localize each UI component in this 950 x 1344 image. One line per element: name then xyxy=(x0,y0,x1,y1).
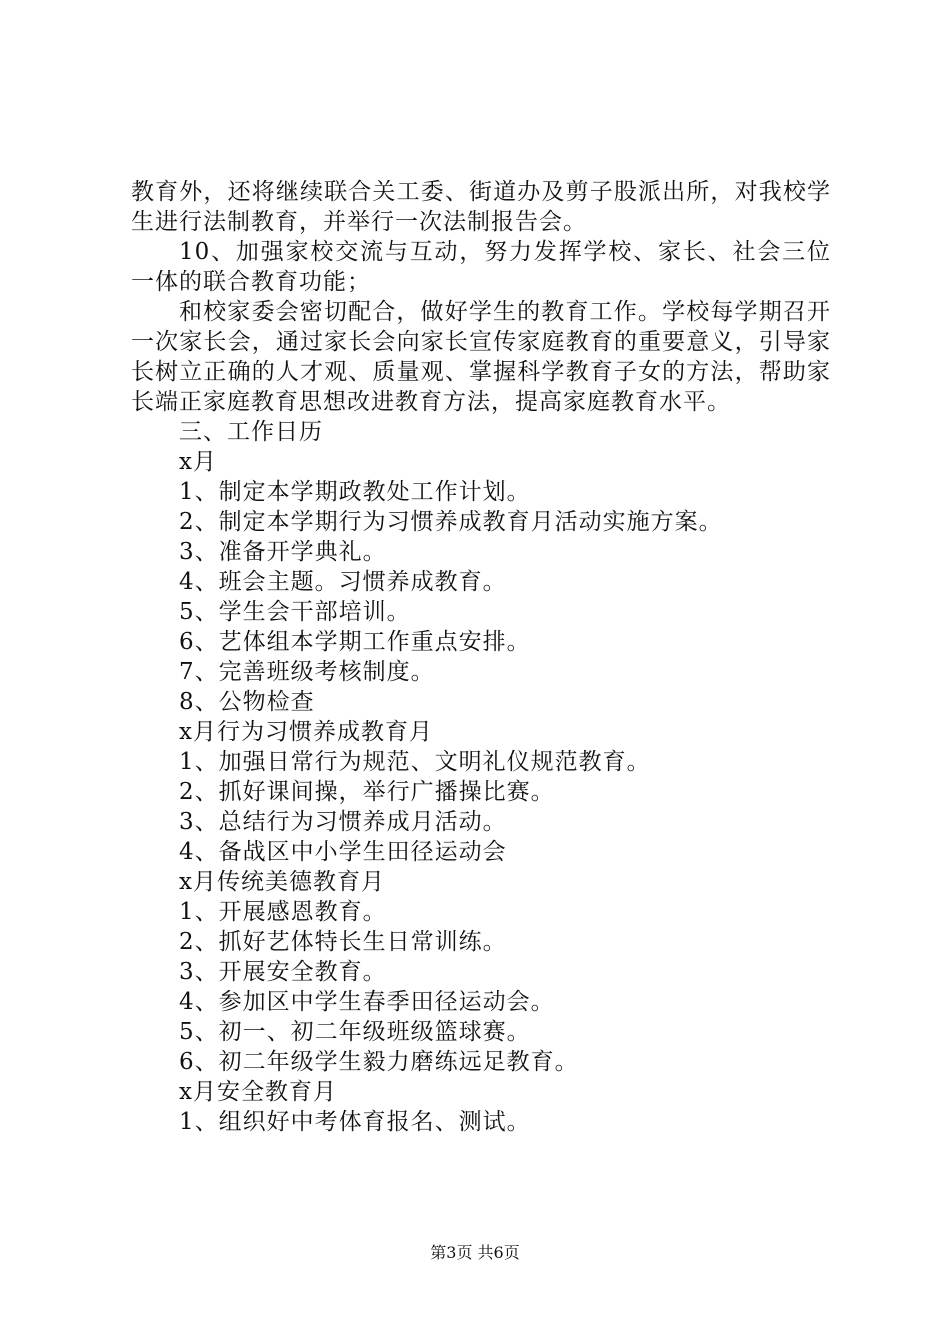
paragraph-parent-committee: 和校家委会密切配合，做好学生的教育工作。学校每学期召开一次家长会，通过家长会向家长宣传家庭教育的重要意义，引导家长树立正确的人才观、质量观、掌握科学教育子女的方法，帮助家长端正家庭教育思想改进教育方法，提高家庭教育水平。 xyxy=(131,299,831,415)
list-item: 3、准备开学典礼。 xyxy=(179,539,387,565)
list-item: 1、开展感恩教育。 xyxy=(179,899,387,925)
list-item: 2、抓好艺体特长生日常训练。 xyxy=(179,929,507,955)
list-item: 1、加强日常行为规范、文明礼仪规范教育。 xyxy=(179,749,651,775)
list-item: 8、公物检查 xyxy=(179,689,315,715)
list-item: 2、制定本学期行为习惯养成教育月活动实施方案。 xyxy=(179,509,723,535)
paragraph-home-school: 10、加强家校交流与互动，努力发挥学校、家长、社会三位一体的联合教育功能； xyxy=(131,239,831,295)
month-heading: x月安全教育月 xyxy=(179,1079,337,1105)
list-item: 2、抓好课间操，举行广播操比赛。 xyxy=(179,779,555,805)
list-item: 1、组织好中考体育报名、测试。 xyxy=(179,1109,531,1135)
list-item: 3、总结行为习惯养成月活动。 xyxy=(179,809,507,835)
month-heading: x月行为习惯养成教育月 xyxy=(179,719,433,745)
list-item: 4、班会主题。习惯养成教育。 xyxy=(179,569,507,595)
list-item: 4、备战区中小学生田径运动会 xyxy=(179,839,507,865)
list-item: 6、艺体组本学期工作重点安排。 xyxy=(179,629,531,655)
list-item: 7、完善班级考核制度。 xyxy=(179,659,435,685)
list-item: 3、开展安全教育。 xyxy=(179,959,387,985)
list-item: 4、参加区中学生春季田径运动会。 xyxy=(179,989,555,1015)
list-item: 5、初一、初二年级班级篮球赛。 xyxy=(179,1019,531,1045)
list-item: 6、初二年级学生毅力磨练远足教育。 xyxy=(179,1049,579,1075)
month-heading: x月 xyxy=(179,449,217,475)
page-footer: 第3页 共6页 xyxy=(430,1243,520,1262)
section-heading: 三、工作日历 xyxy=(179,419,323,445)
month-heading: x月传统美德教育月 xyxy=(179,869,385,895)
document-body xyxy=(131,177,831,1137)
paragraph-legal-education: 教育外，还将继续联合关工委、街道办及剪子股派出所，对我校学生进行法制教育，并举行一次法制报告会。 xyxy=(131,179,831,235)
list-item: 1、制定本学期政教处工作计划。 xyxy=(179,479,531,505)
list-item: 5、学生会干部培训。 xyxy=(179,599,411,625)
